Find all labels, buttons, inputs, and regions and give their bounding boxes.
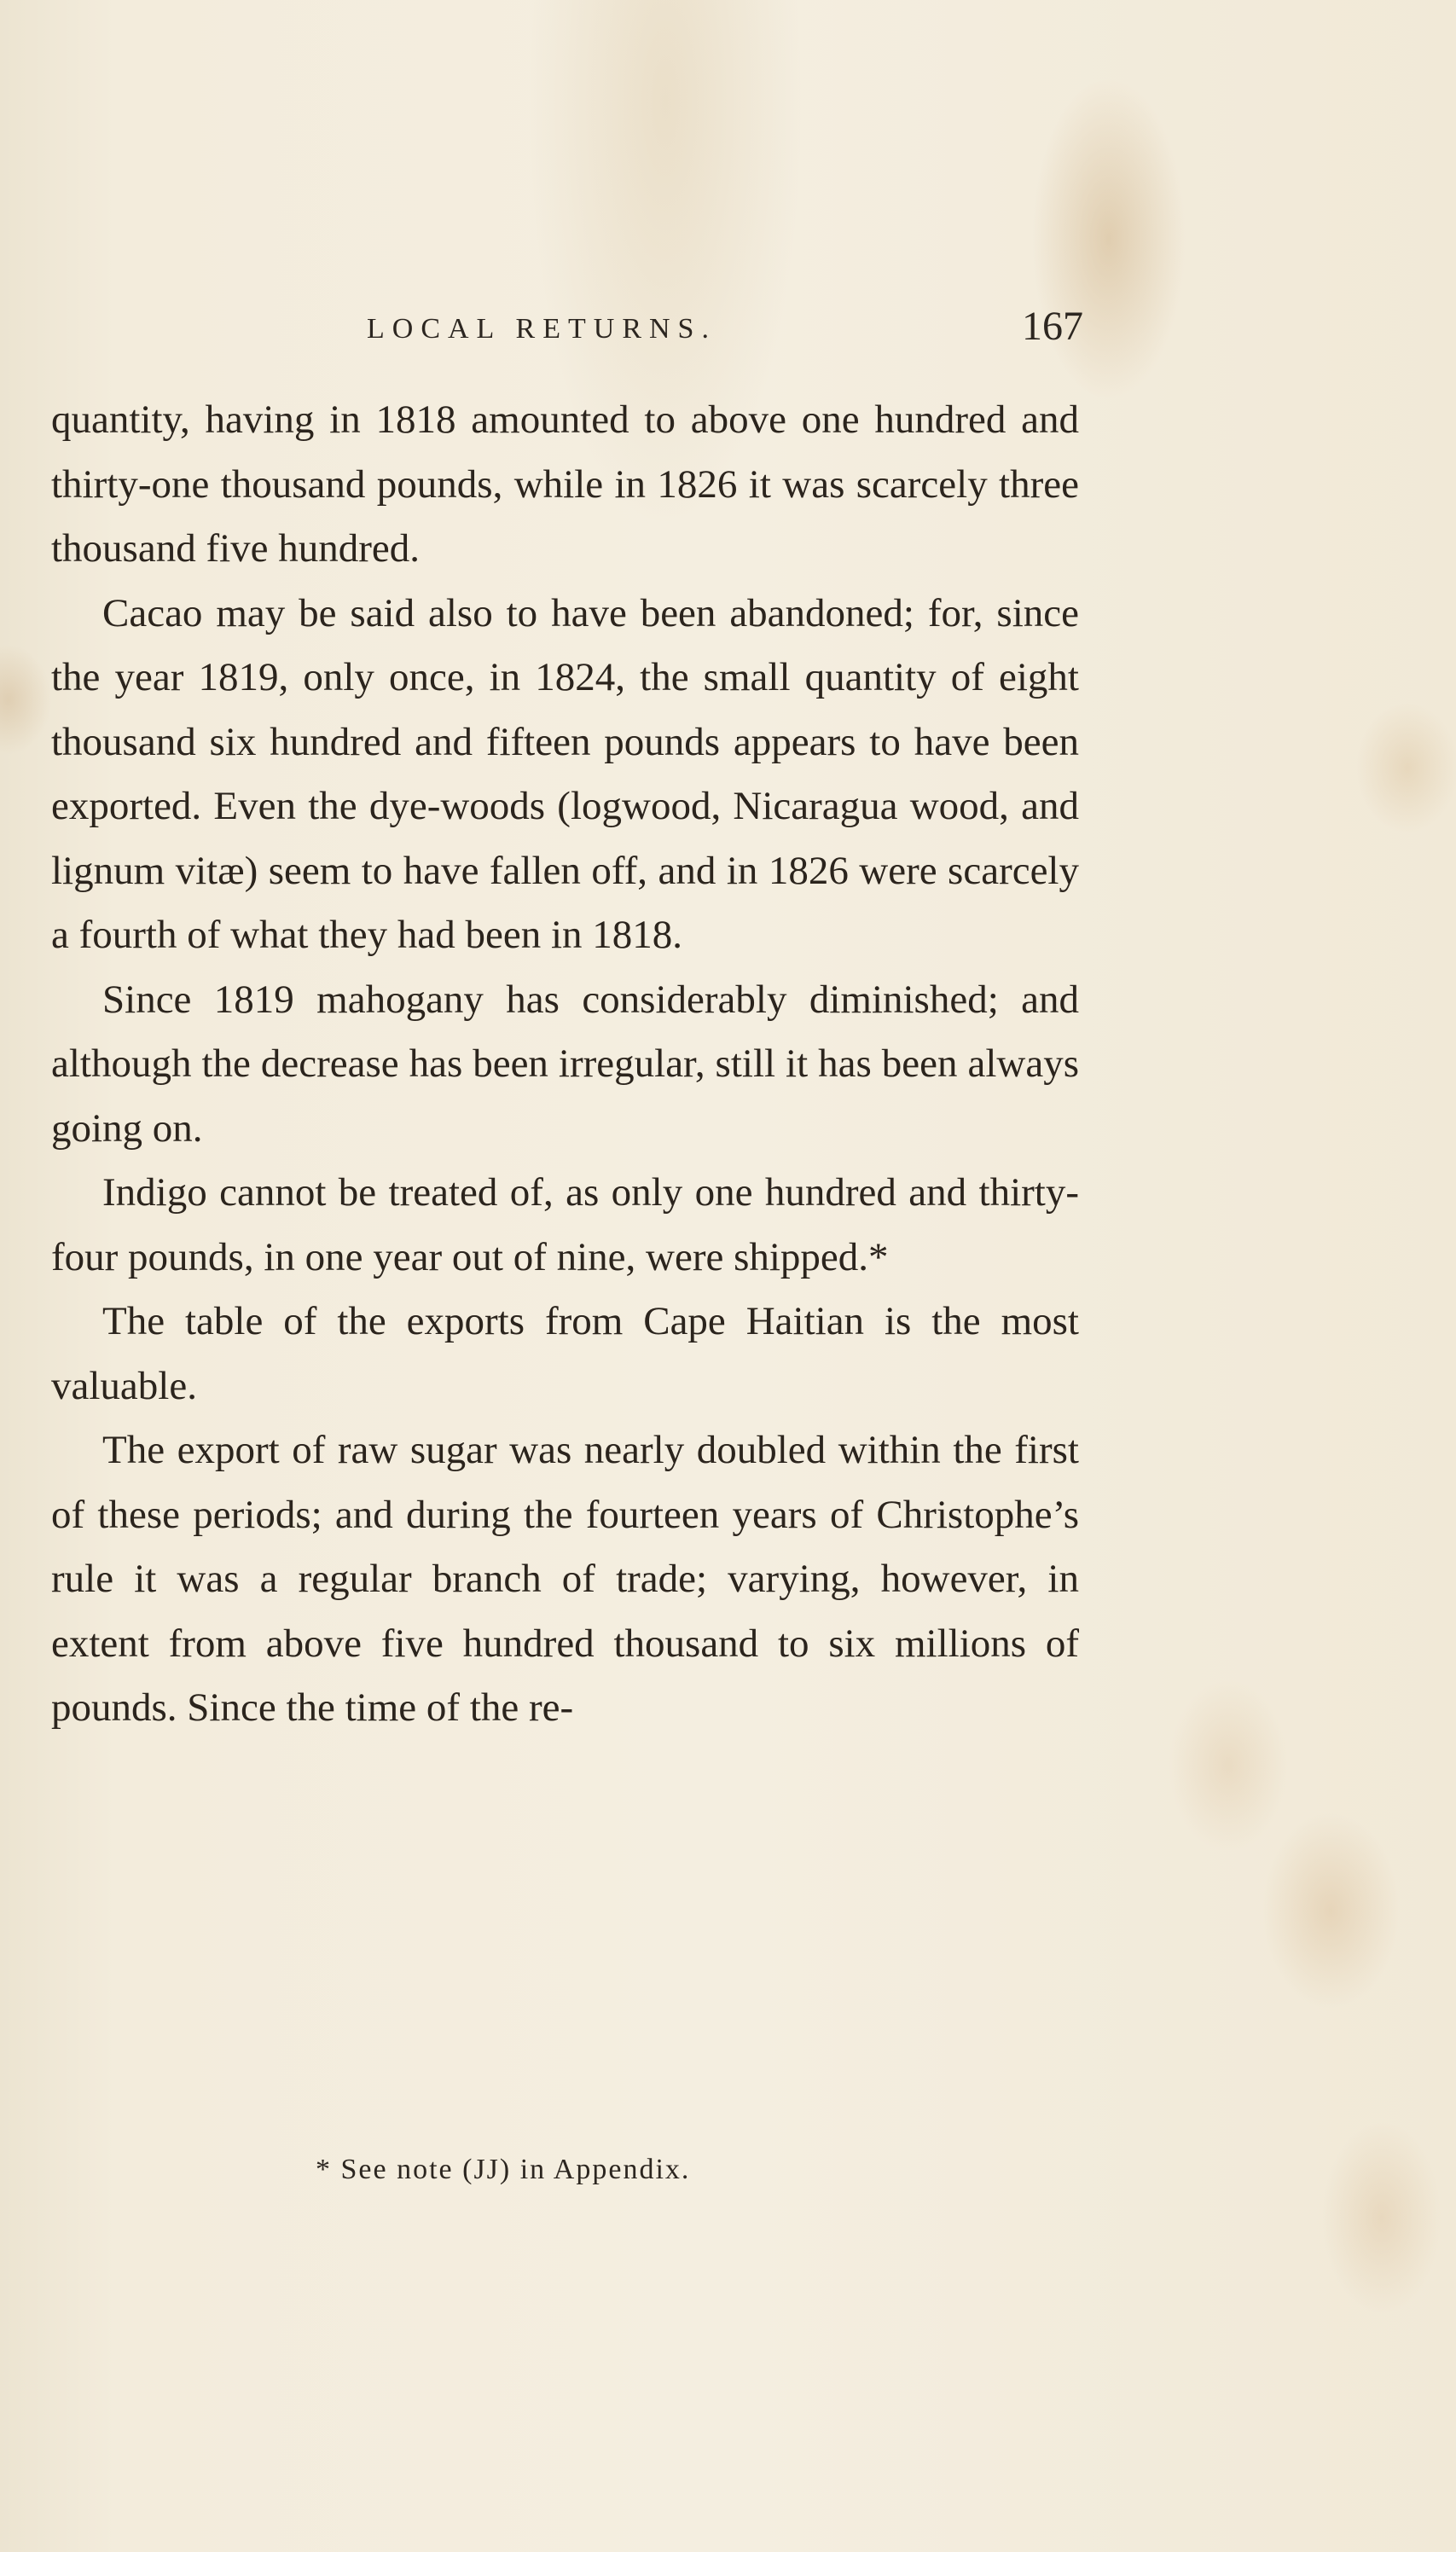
paragraph: Indigo cannot be treated of, as only one hundred and thirty-four pounds, in one year out of nine, were shipped.* — [51, 1170, 1079, 1279]
paragraph: Cacao may be said also to have been abandoned; for, since the year 1819, only once, in 1824, the small quantity of eight thousand six hundred and fifteen pounds appears to have been exported. Even the dye-woods (logwood, Nicaragua wood, and lignum vitæ) seem to have fallen off, and in 1826 were scarcely a fourth of what they had been in 1818. — [51, 590, 1079, 957]
footnote: * See note (JJ) in Appendix. — [316, 2154, 691, 2185]
paragraph: quantity, having in 1818 amounted to above one hundred and thirty-one thousand pounds, while in 1826 it was scarcely three thousand five hundred. — [51, 397, 1079, 571]
paragraph: The table of the exports from Cape Haitian is the most valuable. — [51, 1299, 1079, 1408]
page-number: 167 — [1022, 304, 1083, 349]
paragraph: Since 1819 mahogany has considerably diminished; and although the decrease has been irregular, still it has been always going on. — [51, 977, 1079, 1151]
page-header — [367, 303, 1083, 354]
running-title: LOCAL RETURNS. — [367, 313, 716, 345]
paragraph: The export of raw sugar was nearly doubled within the first of these periods; and during the fourteen years of Christophe’s rule it was a regular branch of trade; varying, however, in extent from above five hundred thousand to six millions of pounds. Since the time of the re- — [51, 1428, 1079, 1730]
body-text — [51, 388, 1079, 1741]
